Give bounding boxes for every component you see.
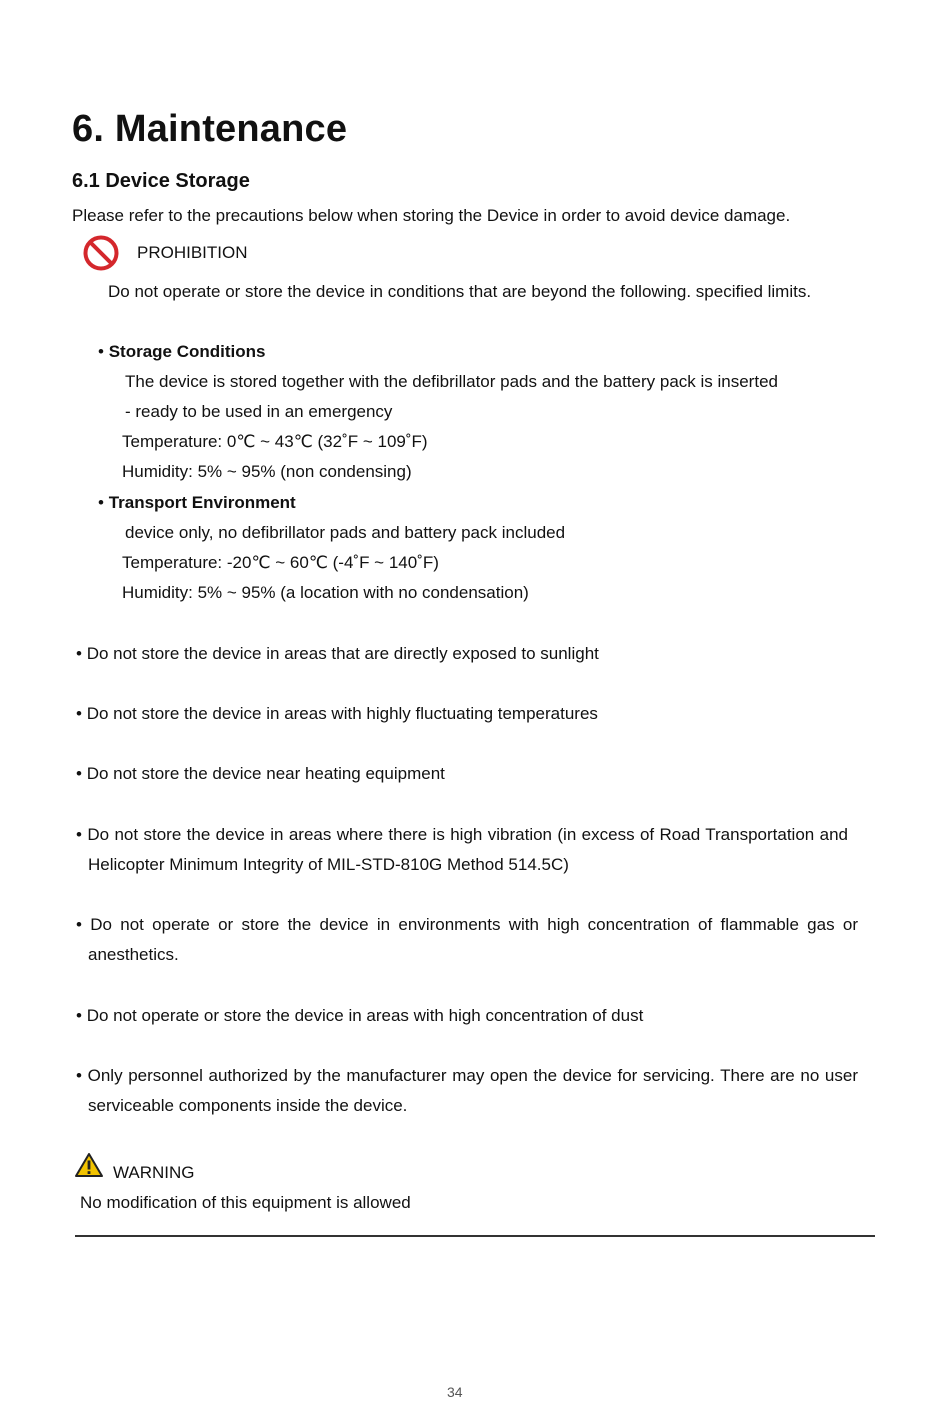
bullet: • [76, 1066, 82, 1085]
page-number: 34 [447, 1384, 463, 1400]
bullet: • [76, 764, 82, 783]
prohibition-text: Do not operate or store the device in conditions that are beyond the following. specified limits. [108, 282, 812, 301]
storage-heading [98, 337, 265, 367]
bullet: • [76, 825, 82, 844]
transport-humidity: Humidity: 5% ~ 95% (a location with no condensation) [122, 583, 529, 602]
section-title: 6.1 Device Storage [72, 170, 250, 192]
list-item [76, 1001, 643, 1031]
intro-text: Please refer to the precautions below when storing the Device in order to avoid device damage. [72, 206, 791, 225]
list-item [76, 759, 445, 789]
list-item [76, 639, 599, 669]
storage-humidity: Humidity: 5% ~ 95% (non condensing) [122, 462, 412, 481]
list-item-text: Do not store the device in areas where there is high vibration (in excess of Road Transportation and Helicopter Minimum Integrity of MIL-STD-810G Method 514.5C) [87, 825, 848, 874]
page-title: 6. Maintenance [72, 108, 348, 150]
list-item-text: Do not operate or store the device in areas with high concentration of dust [86, 1006, 644, 1025]
storage-title: Storage Conditions [108, 342, 266, 361]
list-item [76, 910, 858, 970]
list-item-text: Do not store the device in areas with highly fluctuating temperatures [86, 704, 598, 723]
prohibition-icon [82, 234, 120, 272]
divider [75, 1235, 875, 1237]
bullet: • [98, 493, 104, 512]
storage-line-1: The device is stored together with the defibrillator pads and the battery pack is inserted [125, 372, 778, 391]
prohibition-label: PROHIBITION [137, 243, 248, 262]
transport-title: Transport Environment [108, 493, 296, 512]
list-item-text: Do not store the device near heating equipment [86, 764, 445, 783]
list-item-text: Do not operate or store the device in environments with high concentration of flammable gas or anesthetics. [88, 915, 858, 964]
storage-line-2: - ready to be used in an emergency [125, 402, 393, 421]
bullet: • [76, 704, 82, 723]
warning-text: No modification of this equipment is allowed [80, 1193, 411, 1212]
warning-icon [74, 1152, 104, 1178]
list-item [76, 699, 598, 729]
transport-line-1: device only, no defibrillator pads and battery pack included [125, 523, 566, 542]
list-item-text: Do not store the device in areas that are directly exposed to sunlight [86, 644, 599, 663]
list-item-text: Only personnel authorized by the manufacturer may open the device for servicing. There are no user serviceable components inside the device. [87, 1066, 858, 1115]
list-item [76, 820, 848, 880]
storage-temperature: Temperature: 0℃ ~ 43℃ (32˚F ~ 109˚F) [122, 432, 428, 451]
bullet: • [76, 1006, 82, 1025]
bullet: • [76, 915, 82, 934]
transport-heading [98, 488, 296, 518]
list-item [76, 1061, 858, 1121]
warning-label: WARNING [113, 1163, 195, 1182]
bullet: • [98, 342, 104, 361]
bullet: • [76, 644, 82, 663]
transport-temperature: Temperature: -20℃ ~ 60℃ (-4˚F ~ 140˚F) [122, 553, 439, 572]
